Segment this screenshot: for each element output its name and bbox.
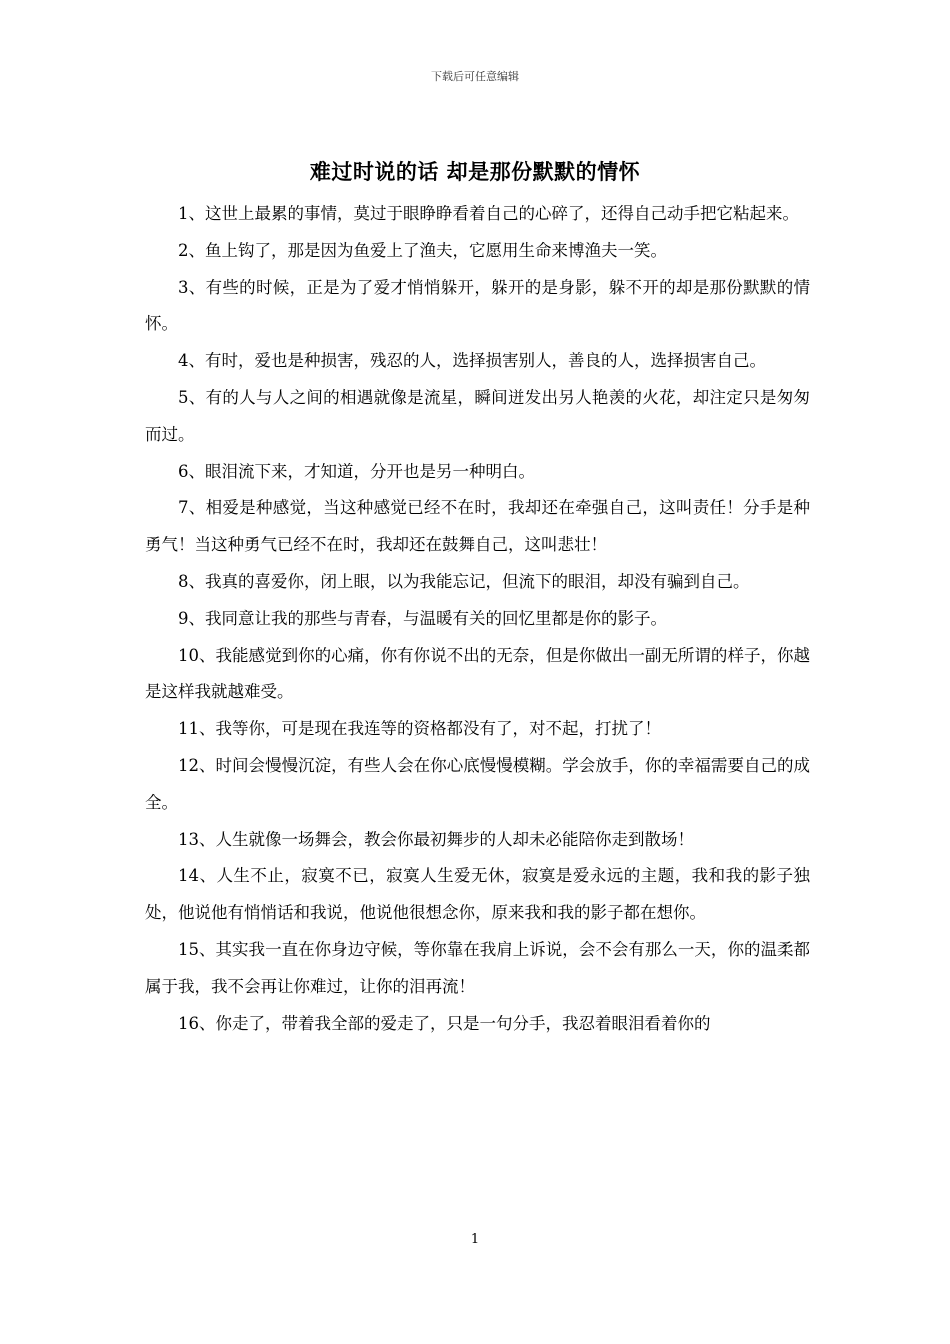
paragraph-14: 14、人生不止，寂寞不已，寂寞人生爱无休，寂寞是爱永远的主题，我和我的影子独处，他说他有悄悄话和我说，他说他很想念你，原来我和我的影子都在想你。 <box>145 866 810 923</box>
paragraph-5: 5、有的人与人之间的相遇就像是流星，瞬间迸发出另人艳羡的火花，却注定只是匆匆而过。 <box>145 387 810 444</box>
paragraph-6: 6、眼泪流下来，才知道，分开也是另一种明白。 <box>178 461 535 481</box>
paragraph-4: 4、有时，爱也是种损害，残忍的人，选择损害别人，善良的人，选择损害自己。 <box>178 351 766 371</box>
paragraph-8: 8、我真的喜爱你，闭上眼，以为我能忘记，但流下的眼泪，却没有骗到自己。 <box>178 571 750 591</box>
paragraph-2: 2、鱼上钩了，那是因为鱼爱上了渔夫，它愿用生命来博渔夫一笑。 <box>178 240 667 260</box>
page-number: 1 <box>470 1232 480 1247</box>
document-body <box>145 196 810 1042</box>
paragraph-13: 13、人生就像一场舞会，教会你最初舞步的人却未必能陪你走到散场！ <box>178 829 694 849</box>
paragraph-12: 12、时间会慢慢沉淀，有些人会在你心底慢慢模糊。学会放手，你的幸福需要自己的成全。 <box>145 755 810 812</box>
paragraph-9: 9、我同意让我的那些与青春，与温暖有关的回忆里都是你的影子。 <box>178 608 667 628</box>
paragraph-10: 10、我能感觉到你的心痛，你有你说不出的无奈，但是你做出一副无所谓的样子，你越是这样我就越难受。 <box>145 645 810 702</box>
paragraph-16: 16、你走了，带着我全部的爱走了，只是一句分手，我忍着眼泪看着你的 <box>178 1013 711 1033</box>
paragraph-15: 15、其实我一直在你身边守候，等你靠在我肩上诉说，会不会有那么一天，你的温柔都属于我，我不会再让你难过，让你的泪再流！ <box>145 939 810 996</box>
page-header: 下载后可任意编辑 <box>431 70 519 83</box>
paragraph-11: 11、我等你，可是现在我连等的资格都没有了，对不起，打扰了！ <box>178 719 661 739</box>
paragraph-1: 1、这世上最累的事情，莫过于眼睁睁看着自己的心碎了，还得自己动手把它粘起来。 <box>178 204 799 223</box>
document-title: 难过时说的话 却是那份默默的情怀 <box>309 159 641 184</box>
paragraph-7: 7、相爱是种感觉，当这种感觉已经不在时，我却还在牵强自己，这叫责任！分手是种勇气！当这种勇气已经不在时，我却还在鼓舞自己，这叫悲壮！ <box>145 498 810 555</box>
paragraph-3: 3、有些的时候，正是为了爱才悄悄躲开，躲开的是身影，躲不开的却是那份默默的情怀。 <box>145 277 810 334</box>
